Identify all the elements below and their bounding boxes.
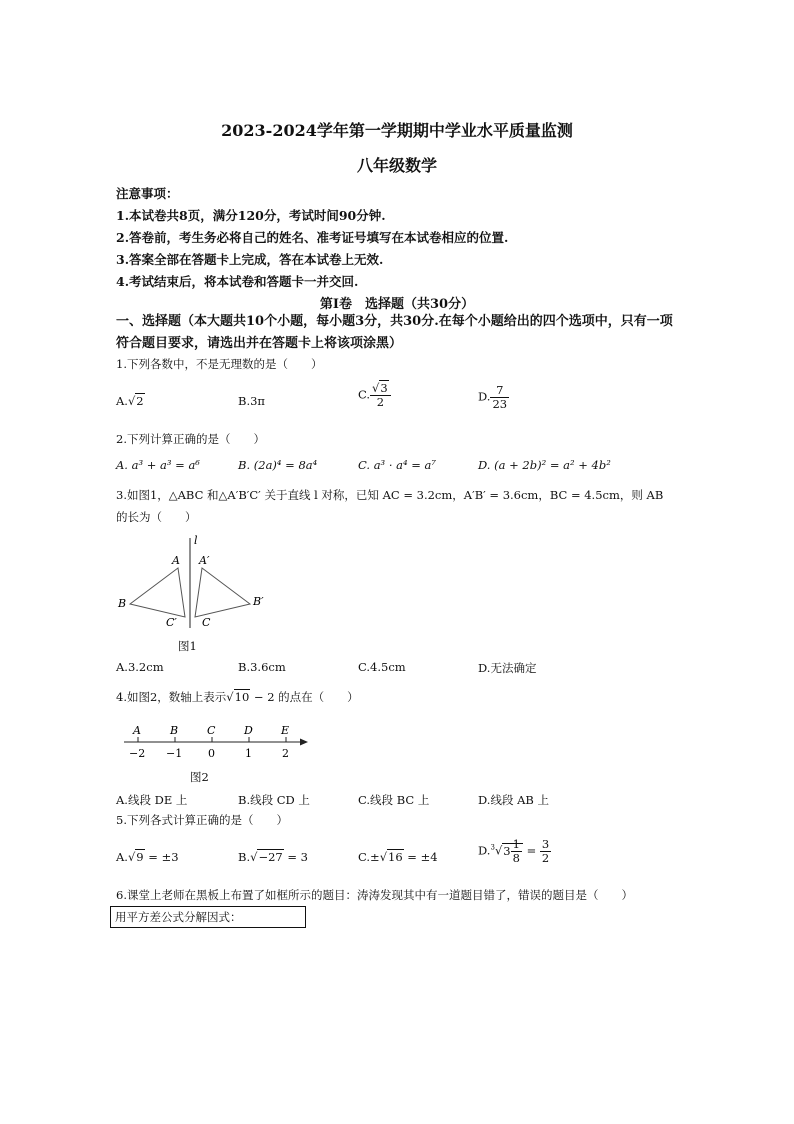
q4-option-d: D.线段 AB 上	[478, 793, 550, 807]
q2-option-d: D. (a + 2b)² = a² + 4b²	[478, 458, 611, 472]
q4-option-b: B.线段 CD 上	[238, 793, 310, 807]
q4-stem: 4.如图2，数轴上表示√10 − 2 的点在（ ）	[116, 690, 359, 704]
tick-label: 2	[282, 747, 289, 760]
label-c: C	[202, 616, 211, 629]
q5-option-a: A.√9 = ±3	[116, 850, 179, 864]
q5-stem: 5.下列各式计算正确的是（ ）	[116, 813, 288, 827]
label-b: B	[118, 597, 127, 610]
figure-1-reflection	[110, 532, 280, 632]
point-label-b: B	[170, 724, 179, 737]
tick-label: −1	[166, 747, 183, 760]
q2-stem: 2.下列计算正确的是（ ）	[116, 432, 265, 446]
section1-title: 一、选择题（本大题共10个小题，每小题3分，共30分.在每个小题给出的四个选项中，只有一项符合题目要求，请选出并在答题卡上将该项涂黑）	[116, 314, 673, 351]
note-item: 1.本试卷共8页，满分120分，考试时间90分钟.	[116, 208, 386, 223]
number-line-arrow	[300, 739, 308, 746]
q3-option-d: D.无法确定	[478, 661, 537, 675]
label-l: l	[194, 534, 198, 547]
note-item: 4.考试结束后，将本试卷和答题卡一并交回.	[116, 274, 359, 289]
q2-option-a: A. a³ + a³ = a⁶	[116, 458, 200, 472]
exam-title: 2023-2024学年第一学期期中学业水平质量监测	[221, 121, 573, 140]
point-label-d: D	[244, 724, 253, 737]
tick-label: −2	[129, 747, 146, 760]
label-a-prime: A′	[199, 554, 210, 567]
q6-problem-box: 用平方差公式分解因式：	[110, 906, 306, 928]
q1-option-a: A.√2	[116, 394, 144, 408]
triangle-a2b2c2	[195, 568, 250, 617]
q5-option-d: D.$^3$√3 $\frac{1}{8}$ = $\frac{3}{2}$	[478, 837, 550, 865]
q3-stem-cont: 的长为（ ）	[116, 510, 197, 524]
q1-option-d: D. $\frac{7}{23}$	[478, 383, 508, 411]
triangle-abc	[130, 568, 185, 617]
figure-2-caption: 图2	[190, 770, 209, 784]
q1-option-b: B.3π	[238, 394, 265, 408]
notes-heading: 注意事项：	[116, 186, 179, 201]
q3-option-a: A.3.2cm	[116, 660, 164, 674]
q1-option-c: C. $\frac{√3}{2}$	[358, 382, 391, 409]
label-a: A	[172, 554, 180, 567]
exam-subtitle: 八年级数学	[356, 156, 437, 175]
label-b-prime: B′	[253, 595, 264, 608]
figure-2-number-line	[120, 720, 320, 762]
label-c-prime: C′	[166, 616, 177, 629]
note-item: 2.答卷前，考生务必将自己的姓名、准考证号填写在本试卷相应的位置.	[116, 230, 509, 245]
q3-option-b: B.3.6cm	[238, 660, 286, 674]
tick-label: 0	[208, 747, 215, 760]
q2-option-b: B. (2a)⁴ = 8a⁴	[238, 458, 318, 472]
q3-stem: 3.如图1，△ABC 和△A′B′C′ 关于直线 l 对称，已知 AC = 3.2cm，A′B′ = 3.6cm，BC = 4.5cm，则 AB	[116, 488, 664, 502]
q5-option-c: C.±√16 = ±4	[358, 850, 438, 864]
tick-label: 1	[245, 747, 252, 760]
q6-stem: 6.课堂上老师在黑板上布置了如框所示的题目：涛涛发现其中有一道题目错了，错误的题目是（ ）	[116, 888, 633, 902]
note-item: 3.答案全部在答题卡上完成，答在本试卷上无效.	[116, 252, 384, 267]
q5-option-b: B.√−27 = 3	[238, 850, 308, 864]
q4-option-a: A.线段 DE 上	[116, 793, 188, 807]
point-label-c: C	[207, 724, 216, 737]
q4-option-c: C.线段 BC 上	[358, 793, 430, 807]
point-label-a: A	[133, 724, 141, 737]
point-label-e: E	[281, 724, 290, 737]
part1-title: 第Ⅰ卷 选择题（共30分）	[319, 297, 475, 312]
q3-option-c: C.4.5cm	[358, 660, 406, 674]
q2-option-c: C. a³ · a⁴ = a⁷	[358, 458, 437, 472]
figure-1-caption: 图1	[178, 639, 197, 653]
q1-stem: 1.下列各数中，不是无理数的是（ ）	[116, 357, 323, 371]
